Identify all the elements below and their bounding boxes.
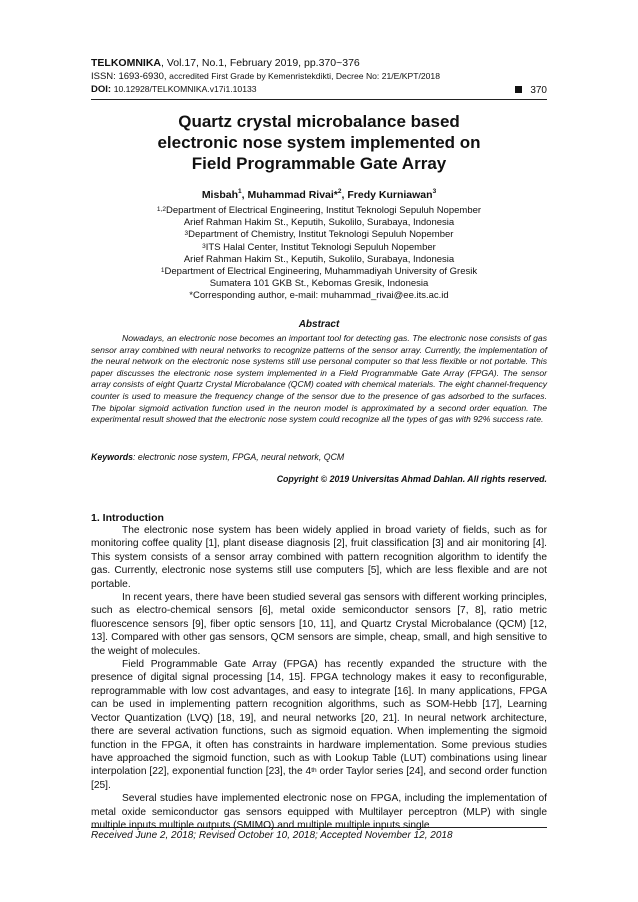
square-bullet-icon [515,86,522,93]
affiliation-mark: 3 [202,242,206,250]
doi-line [91,84,551,95]
keywords-list: : electronic nose system, FPGA, neural network, QCM [133,452,345,462]
author-affiliation-mark: 3 [432,188,437,195]
journal-name: TELKOMNIKA [91,57,161,69]
page-number-value: 370 [530,85,547,96]
author-name: Muhammad Rivai* [247,189,338,201]
corresponding-author-text: *Corresponding author, e-mail: muhammad_rivai@ee.its.ac.id [189,290,449,302]
abstract-heading: Abstract [298,319,340,330]
body-paragraph: Field Programmable Gate Array (FPGA) has recently expanded the structure with the presence of digital signal processing [14, 15]. FPGA technology makes it easy to reconfigurable, reprogrammable with low cost advantages, and easy to integrate [16]. In many applications, FPGA can be used in implementing pattern recognition algorithms, such as SOM-Hebb [17], Learning Vector Quantization (LVQ) [18, 19], and neural networks [20, 21]. In neural network architecture, there are several activation functions, such as sigmoid equation. When implementing the sigmoid function in the FPGA, it often has constraints in hardware implementation. Some previous studies have approached the sigmoid function, such as with Lookup Table (LUT) combinations using linear interpolation [22], exponential function [23], the 4th order Taylor series [24], and second order function [25]. [91,659,547,791]
affiliation-mark: 3 [184,230,189,238]
keywords [91,452,547,462]
title-line: Quartz crystal microbalance based [178,112,460,131]
affiliation-line [91,278,547,290]
affiliation-text: Department of Chemistry, Institut Teknologi Sepuluh Nopember [188,229,454,241]
title-line: electronic nose system implemented on [157,133,481,152]
title-line: Field Programmable Gate Array [191,154,447,173]
author-separator: , [241,189,248,201]
affiliation-text: Department of Electrical Engineering, Institut Teknologi Sepuluh Nopember [165,205,482,216]
paper-title [91,111,547,174]
affiliation-line [91,217,547,229]
author-affiliation-mark: 2 [337,188,342,195]
author-separator: , [341,189,348,201]
ordinal-suffix: th [311,767,317,775]
issn-line [91,71,551,82]
affiliation-text: Arief Rahman Hakim St., Keputih, Sukolilo, Surabaya, Indonesia [183,253,455,265]
section-body [91,524,547,832]
affiliation-line [91,254,547,266]
accreditation: accredited First Grade by Kemenristekdikti, Decree No: 21/E/KPT/2018 [169,71,440,81]
affiliation-line [91,242,547,254]
abstract-text: Nowadays, an electronic nose becomes an important tool for detecting gas. The electronic nose consists of gas sensor array combined with neural networks to recognize patterns of the sensor array. Currently, the implementation of the neural network on the electronic nose systems still use personal computer so that less flexible or not portable. This paper discusses the electronic nose system implemented in a Field Programmable Gate Array (FPGA). The sensor array consists of eight Quartz Crystal Microbalance (QCM) coated with chemical materials. The eight channel-frequency counter is used to measure the frequency change of the sensor due to the presence of gas adsorbed to the surfaces. The bipolar sigmoid activation function used in the neuron model is approximated by a second order equation. The experimental result showed that the electronic nose system could recognize all the types of gas with 92% success rate. [91,333,547,425]
journal-citation [91,57,551,69]
affiliation-mark: 1,2 [156,206,166,213]
body-paragraph: In recent years, there have been studied several gas sensors with different working principles, such as electro-chemical sensors [6], metal oxide semiconductor sensors [7, 8], ratio metric fluorescence sensors [9], fiber optic sensors [10, 11], and Quartz Crystal Microbalance (QCM) [12, 13]. Compared with other gas sensors, QCM sensors are simple, cheap, small, and high sensitive to the weight of molecules. [91,592,547,657]
affiliations [91,205,547,303]
header-divider [91,99,547,100]
keywords-label: Keywords [91,452,134,462]
affiliation-line [91,266,547,278]
affiliation-mark: 1 [160,267,165,275]
page-number [515,85,547,96]
author-name: Fredy Kurniawan [347,189,433,201]
affiliation-text: Department of Electrical Engineering, Muhammadiyah University of Gresik [164,266,478,278]
author-affiliation-mark: 1 [237,188,242,195]
author-name: Misbah [201,189,238,201]
affiliation-text: Sumatera 101 GKB St., Kebomas Gresik, Indonesia [209,278,429,290]
copyright-notice: Copyright © 2019 Universitas Ahmad Dahlan. All rights reserved. [276,474,547,484]
affiliation-line [91,229,547,241]
body-paragraph: Several studies have implemented electronic nose on FPGA, including the implementation of metal oxide semiconductor gas sensors equipped with Multilayer perceptron (MLP) with single multiple inputs multiple outputs (SMIMO) and multiple multiple inputs single [91,793,547,831]
author-list [91,189,547,201]
section-heading: 1. Introduction [91,512,164,524]
doi-label: DOI: [91,84,114,95]
issn: ISSN: 1693-6930, [91,71,170,82]
doi-value: 10.12928/TELKOMNIKA.v17i1.10133 [113,84,257,94]
footer-divider [91,827,547,828]
affiliation-text: Arief Rahman Hakim St., Keputih, Sukolilo, Surabaya, Indonesia [183,217,455,229]
received-dates: Received June 2, 2018; Revised October 10, 2018; Accepted November 12, 2018 [91,830,453,841]
affiliation-text: ITS Halal Center, Institut Teknologi Sepuluh Nopember [205,241,436,253]
body-paragraph: The electronic nose system has been widely applied in broad variety of fields, such as for monitoring coffee quality [1], plant disease diagnosis [2], fruit classification [3] and air monitoring [4]. This system consists of a sensor array combined with pattern recognition algorithm to identify the gas. Currently, electronic nose systems still use computers [5], which are less flexible and are not portable. [91,525,547,590]
journal-details: , Vol.17, No.1, February 2019, pp.370~376 [161,57,360,69]
corresponding-author [91,290,547,302]
affiliation-line [91,205,547,217]
